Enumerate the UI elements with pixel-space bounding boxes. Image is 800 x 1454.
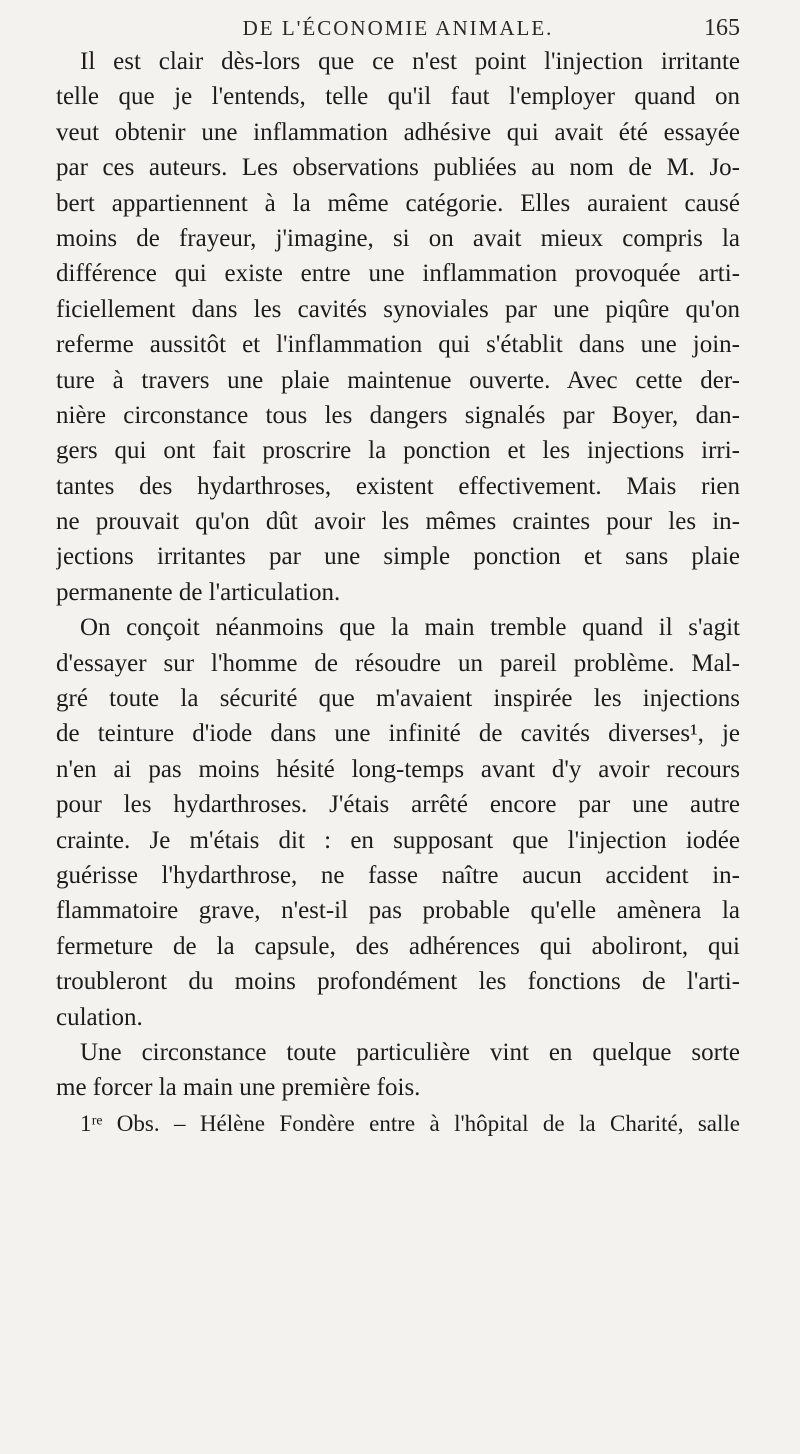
text-line: de teinture d'iode dans une infinité de cavités diverses¹, je [56,720,740,748]
text-line: Il est clair dès-lors que ce n'est point l'injection irritante [80,48,740,75]
text-line: On conçoit néanmoins que la main tremble quand il s'agit [80,614,740,642]
text-line: flammatoire grave, n'est-il pas probable qu'elle amènera la [56,897,740,925]
text-line: troubleront du moins profondément les fonctions de l'arti- [56,968,740,996]
text-line: bert appartiennent à la même catégorie. Elles auraient causé [56,189,740,217]
text-line: différence qui existe entre une inflammation provoquée arti- [56,260,740,288]
text-line: culation. [56,1003,143,1031]
text-line: par ces auteurs. Les observations publiées au nom de M. Jo- [56,154,740,182]
text-line: ne prouvait qu'on dût avoir les mêmes craintes pour les in- [56,508,740,536]
page-number: 165 [704,15,740,41]
text-line: gers qui ont fait proscrire la ponction et les injections irri- [56,437,740,465]
text-line: n'en ai pas moins hésité long-temps avant d'y avoir recours [56,755,740,783]
text-line: gré toute la sécurité que m'avaient inspirée les injections [56,685,740,713]
text-line: tantes des hydarthroses, existent effectivement. Mais rien [56,472,740,500]
text-line: crainte. Je m'étais dit : en supposant que l'injection iodée [56,826,740,854]
text-line: moins de frayeur, j'imagine, si on avait mieux compris la [56,224,740,252]
page-header [56,10,740,46]
text-line: veut obtenir une inflammation adhésive qui avait été essayée [56,118,740,146]
text-line: ture à travers une plaie maintenue ouverte. Avec cette der- [56,366,740,394]
text-line: guérisse l'hydarthrose, ne fasse naître aucun accident in- [56,861,740,889]
text-line: jections irritantes par une simple ponction et sans plaie [56,543,740,571]
text-line: permanente de l'articulation. [56,578,341,606]
body-text [56,44,740,1141]
text-line: telle que je l'entends, telle qu'il faut l'employer quand on [56,83,740,111]
running-head: DE L'ÉCONOMIE ANIMALE. [242,16,554,40]
footnote-line: 1ʳᵉ Obs. – Hélène Fondère entre à l'hôpital de la Charité, salle [80,1110,740,1136]
text-line: d'essayer sur l'homme de résoudre un pareil problème. Mal- [56,649,740,677]
text-line: Une circonstance toute particulière vint en quelque sorte [80,1038,740,1066]
text-line: ficiellement dans les cavités synoviales par une piqûre qu'on [56,295,740,323]
text-line: me forcer la main une première fois. [56,1074,421,1102]
text-line: fermeture de la capsule, des adhérences qui aboliront, qui [56,932,740,960]
text-line: referme aussitôt et l'inflammation qui s'établit dans une join- [56,331,740,359]
text-line: pour les hydarthroses. J'étais arrêté encore par une autre [56,791,740,819]
text-line: nière circonstance tous les dangers signalés par Boyer, dan- [56,401,740,429]
